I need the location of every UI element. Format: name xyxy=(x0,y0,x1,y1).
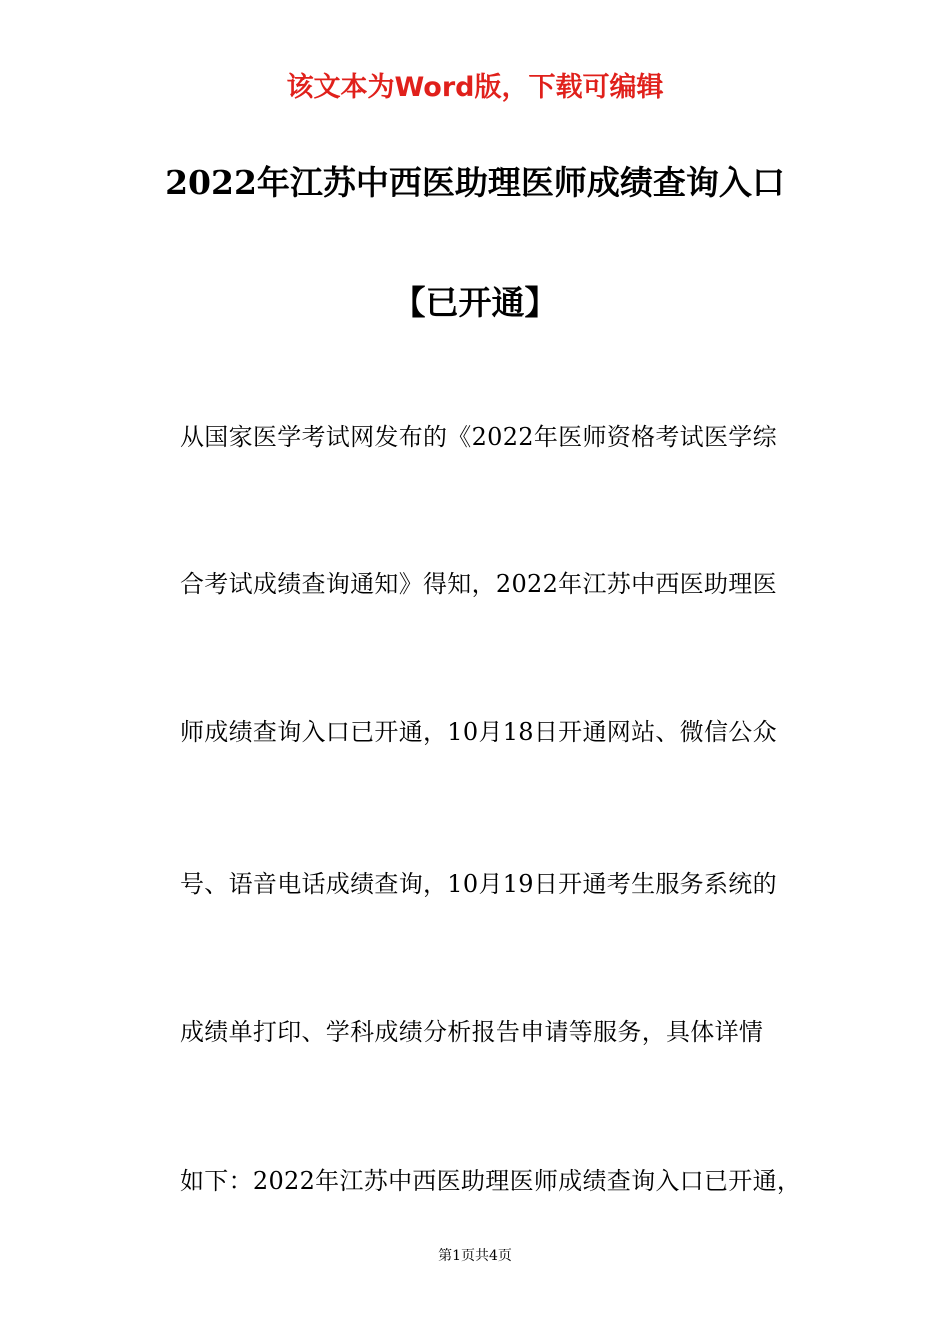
paragraph-line: 合考试成绩查询通知》得知，2022年江苏中西医助理医 xyxy=(180,570,777,598)
word-version-notice: 该文本为Word版，下载可编辑 xyxy=(286,72,664,103)
paragraph-line: 成绩单打印、学科成绩分析报告申请等服务，具体详情 xyxy=(180,1018,764,1046)
paragraph-line: 如下：2022年江苏中西医助理医师成绩查询入口已开通， xyxy=(180,1167,802,1195)
paragraph-line: 从国家医学考试网发布的《2022年医师资格考试医学综 xyxy=(180,423,777,451)
paragraph-line: 师成绩查询入口已开通，10月18日开通网站、微信公众 xyxy=(180,718,777,746)
document-title-line-2: 【已开通】 xyxy=(392,283,558,322)
document-title-line-1: 2022年江苏中西医助理医师成绩查询入口 xyxy=(165,163,785,202)
paragraph-line: 号、语音电话成绩查询，10月19日开通考生服务系统的 xyxy=(180,870,777,898)
page-number: 第1页共4页 xyxy=(438,1248,512,1264)
